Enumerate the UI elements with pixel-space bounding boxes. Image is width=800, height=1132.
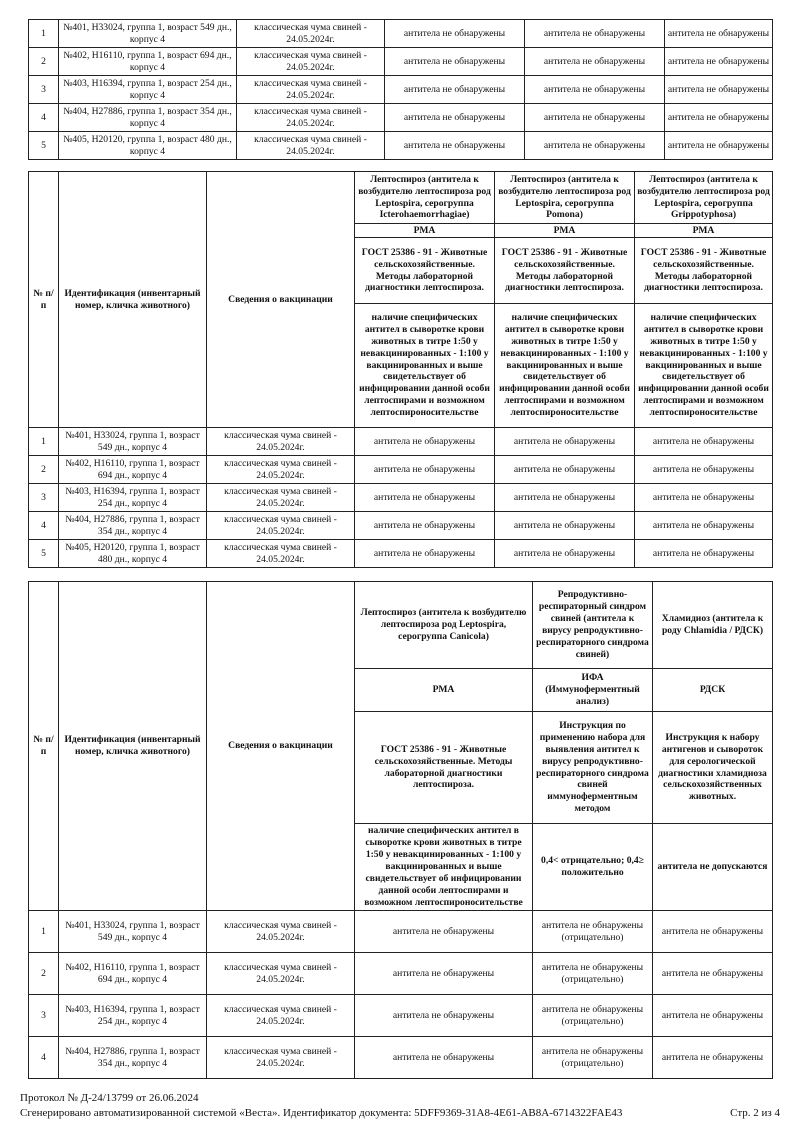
column-header-test: Хламидиоз (антитела к роду Chlamidia / РДСК) [653, 582, 773, 669]
table-row: 5 №405, Н20120, группа 1, возраст 480 дн., корпус 4 классическая чума свиней - 24.05.2024г. антитела не обнаружены антитела не обнаружены антитела не обнаружены [29, 132, 773, 160]
table-row: 2 №402, Н16110, группа 1, возраст 694 дн., корпус 4 классическая чума свиней - 24.05.2024г. антитела не обнаружены антитела не обнаружены антитела не обнаружены [29, 48, 773, 76]
standard-text: Инструкция к набору антигенов и сывороток для серологической диагностики хламидиоза сельскохозяйственных животных. [653, 712, 773, 824]
table-row: 5 №405, Н20120, группа 1, возраст 480 дн., корпус 4 классическая чума свиней - 24.05.2024г. антитела не обнаружены антитела не обнаружены антитела не обнаружены [29, 540, 773, 568]
table-row: 3 №403, Н16394, группа 1, возраст 254 дн., корпус 4 классическая чума свиней - 24.05.2024г. антитела не обнаружены антитела не обнаружены антитела не обнаружены [29, 484, 773, 512]
table-row: 4 №404, Н27886, группа 1, возраст 354 дн., корпус 4 классическая чума свиней - 24.05.2024г. антитела не обнаружены антитела не обнаружены (отрицательно) антитела не обнаружены [29, 1037, 773, 1079]
table-row: 3 №403, Н16394, группа 1, возраст 254 дн., корпус 4 классическая чума свиней - 24.05.2024г. антитела не обнаружены антитела не обнаружены (отрицательно) антитела не обнаружены [29, 995, 773, 1037]
column-header-vaccination: Сведения о вакцинации [207, 172, 355, 428]
table-row: 3 №403, Н16394, группа 1, возраст 254 дн., корпус 4 классическая чума свиней - 24.05.2024г. антитела не обнаружены антитела не обнаружены антитела не обнаружены [29, 76, 773, 104]
column-header-test: Лептоспироз (антитела к возбудителю лептоспироза род Leptospira, серогруппа Grippotyphosa) [635, 172, 773, 224]
norm-text: 0,4< отрицательно; 0,4≥ положительно [533, 824, 653, 911]
method-label: РМА [355, 224, 495, 238]
table-row: 4 №404, Н27886, группа 1, возраст 354 дн., корпус 4 классическая чума свиней - 24.05.2024г. антитела не обнаружены антитела не обнаружены антитела не обнаружены [29, 512, 773, 540]
table-row: 2 №402, Н16110, группа 1, возраст 694 дн., корпус 4 классическая чума свиней - 24.05.2024г. антитела не обнаружены антитела не обнаружены (отрицательно) антитела не обнаружены [29, 953, 773, 995]
table-header-row [29, 582, 773, 669]
method-label: РДСК [653, 669, 773, 712]
table-header-row [29, 172, 773, 224]
generated-note: Сгенерировано автоматизированной системой «Веста». Идентификатор документа: 5DFF9369-31A8-4E61-AB8A-6714322FAE43 [20, 1107, 623, 1119]
standard-text: Инструкция по применению набора для выявления антител к вирусу репродуктивно-респираторного синдрома свиней иммуноферментным методом [533, 712, 653, 824]
table-row: 1 №401, Н33024, группа 1, возраст 549 дн., корпус 4 классическая чума свиней - 24.05.2024г. антитела не обнаружены антитела не обнаружены антитела не обнаружены [29, 428, 773, 456]
standard-text: ГОСТ 25386 - 91 - Животные сельскохозяйственные. Методы лабораторной диагностики лептоспироза. [355, 712, 533, 824]
results-table-1 [28, 19, 773, 160]
table-row: 4 №404, Н27886, группа 1, возраст 354 дн., корпус 4 классическая чума свиней - 24.05.2024г. антитела не обнаружены антитела не обнаружены антитела не обнаружены [29, 104, 773, 132]
column-header-identification: Идентификация (инвентарный номер, кличка животного) [59, 582, 207, 911]
norm-text: наличие специфических антител в сыворотке крови животных в титре 1:50 у невакцинированных - 1:100 у вакцинированных и выше свидетельствует об инфицировании данной особи лептоспирами и возможном лептоспироносительстве [635, 304, 773, 428]
column-header-test: Лептоспироз (антитела к возбудителю лептоспироза род Leptospira, серогруппа Icterohaemorrhagiae) [355, 172, 495, 224]
table-row: 1 №401, Н33024, группа 1, возраст 549 дн., корпус 4 классическая чума свиней - 24.05.2024г. антитела не обнаружены антитела не обнаружены (отрицательно) антитела не обнаружены [29, 911, 773, 953]
standard-text: ГОСТ 25386 - 91 - Животные сельскохозяйственные. Методы лабораторной диагностики лептоспироза. [495, 238, 635, 304]
column-header-number: № п/п [29, 172, 59, 428]
results-table-3 [28, 581, 773, 1079]
norm-text: наличие специфических антител в сыворотке крови животных в титре 1:50 у невакцинированных - 1:100 у вакцинированных и выше свидетельствует об инфицировании данной особи лептоспирами и возможном лептоспироносительстве [355, 304, 495, 428]
method-label: ИФА (Иммуноферментный анализ) [533, 669, 653, 712]
standard-text: ГОСТ 25386 - 91 - Животные сельскохозяйственные. Методы лабораторной диагностики лептоспироза. [635, 238, 773, 304]
column-header-test: Репродуктивно-респираторный синдром свиней (антитела к вирусу репродуктивно-респираторного синдрома свиней) [533, 582, 653, 669]
table-row: 2 №402, Н16110, группа 1, возраст 694 дн., корпус 4 классическая чума свиней - 24.05.2024г. антитела не обнаружены антитела не обнаружены антитела не обнаружены [29, 456, 773, 484]
table-row: 1 №401, Н33024, группа 1, возраст 549 дн., корпус 4 классическая чума свиней - 24.05.2024г. антитела не обнаружены антитела не обнаружены антитела не обнаружены [29, 20, 773, 48]
method-label: РМА [495, 224, 635, 238]
method-label: РМА [635, 224, 773, 238]
column-header-identification: Идентификация (инвентарный номер, кличка животного) [59, 172, 207, 428]
column-header-test: Лептоспироз (антитела к возбудителю лептоспироза род Leptospira, серогруппа Canicola) [355, 582, 533, 669]
protocol-number: Протокол № Д-24/13799 от 26.06.2024 [20, 1092, 199, 1104]
column-header-vaccination: Сведения о вакцинации [207, 582, 355, 911]
norm-text: антитела не допускаются [653, 824, 773, 911]
standard-text: ГОСТ 25386 - 91 - Животные сельскохозяйственные. Методы лабораторной диагностики лептоспироза. [355, 238, 495, 304]
method-label: РМА [355, 669, 533, 712]
norm-text: наличие специфических антител в сыворотке крови животных в титре 1:50 у невакцинированных - 1:100 у вакцинированных и выше свидетельствует об инфицировании данной особи лептоспирами и возможном лептоспироносительстве [495, 304, 635, 428]
page-number: Стр. 2 из 4 [730, 1107, 780, 1119]
column-header-test: Лептоспироз (антитела к возбудителю лептоспироза род Leptospira, серогруппа Pomona) [495, 172, 635, 224]
results-table-2 [28, 171, 773, 568]
column-header-number: № п/п [29, 582, 59, 911]
norm-text: наличие специфических антител в сыворотке крови животных в титре 1:50 у невакцинированных - 1:100 у вакцинированных и выше свидетельствует об инфицировании данной особи лептоспирами и возможном лептоспироносительстве [355, 824, 533, 911]
